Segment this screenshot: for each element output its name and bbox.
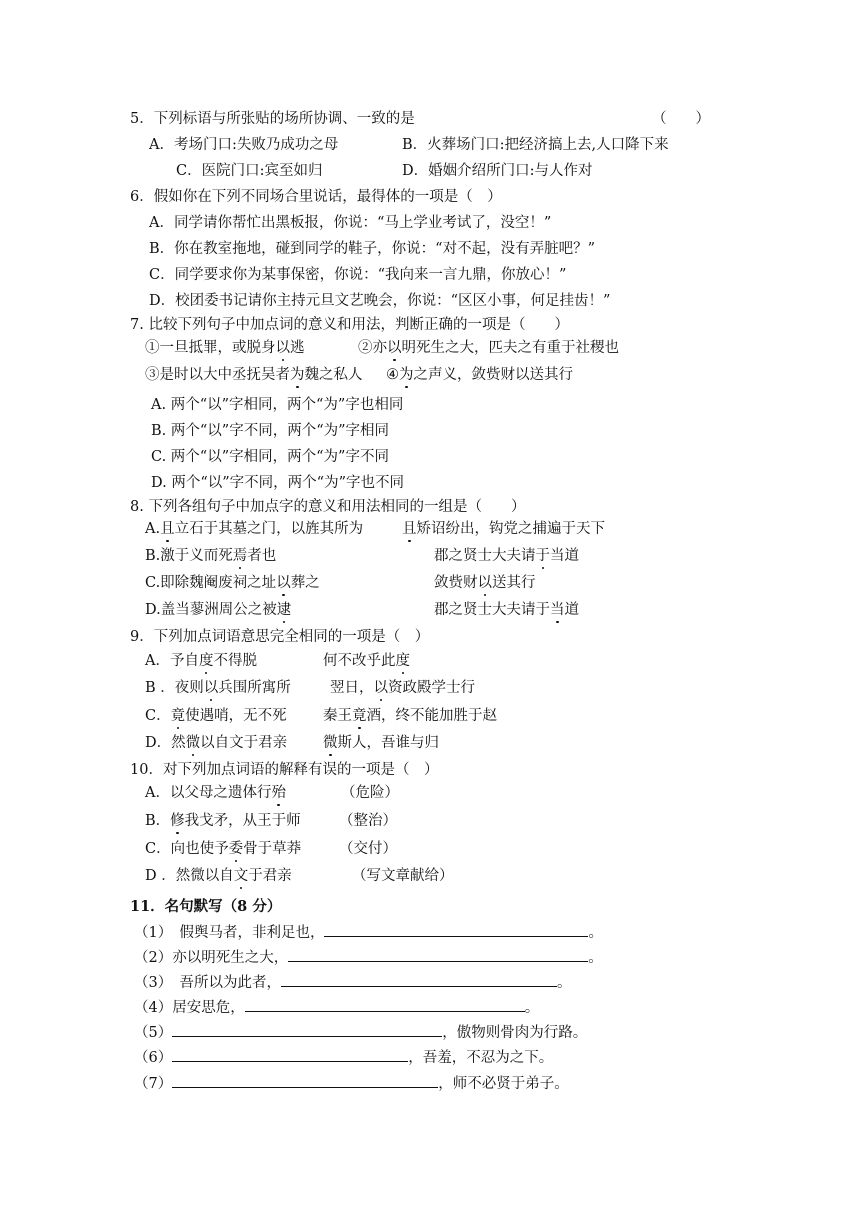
q11-line-6: （6） ，吾羞，不忍为之下。	[134, 1047, 553, 1068]
answer-blank[interactable]	[288, 947, 588, 962]
answer-blank[interactable]	[245, 997, 525, 1012]
q9-option-a-left: A．予自度不得脱	[145, 653, 257, 669]
q10-option-d-note: （写文章献给）	[352, 868, 454, 884]
q5-answer-paren: （ ）	[652, 111, 710, 127]
q10-option-b-note: （整治）	[339, 813, 397, 829]
q9-option-d-right: 微斯人，吾谁与归	[323, 735, 439, 751]
q5-stem: 5．下列标语与所张贴的场所协调、一致的是	[130, 111, 415, 127]
q6-option-a: A．同学请你帮忙出黑板报，你说：“马上学业考试了，没空！”	[149, 215, 552, 231]
q9-option-d-left: D．然微以自文于君亲	[145, 735, 288, 751]
q11-line-5: （5） ，傲物则骨肉为行路。	[134, 1022, 587, 1043]
q10-option-a: A．以父母之遗体行殆	[145, 785, 286, 801]
q8-option-d-right: 郡之贤士大夫请于当道	[434, 602, 579, 618]
q6-option-b: B．你在教室拖地，碰到同学的鞋子，你说：“对不起，没有弄脏吧？”	[149, 241, 595, 257]
q6-option-d: D．校团委书记请你主持元旦文艺晚会，你说：“区区小事，何足挂齿！”	[149, 293, 611, 309]
q5-option-a: A．考场门口:失败乃成功之母	[149, 137, 339, 153]
q9-option-b-left: B ．夜则以兵围所寓所	[145, 680, 291, 696]
q9-option-b-right: 翌日，以资政殿学士行	[330, 680, 475, 696]
q11-line-4: （4）居安思危， 。	[134, 997, 539, 1018]
q7-sentence-3: ③是时以大中丞抚吴者为魏之私人	[145, 367, 363, 383]
q9-option-c-right: 秦王竟酒，终不能加胜于赵	[323, 708, 497, 724]
answer-blank[interactable]	[172, 1073, 438, 1088]
q8-stem: 8. 下列各组句子中加点字的意义和用法相同的一组是（ ）	[130, 499, 526, 515]
q8-option-c-right: 敛赀财以送其行	[434, 575, 536, 591]
q6-stem: 6．假如你在下列不同场合里说话，最得体的一项是（ ）	[130, 189, 502, 205]
q5-option-b: B．火葬场门口:把经济搞上去,人口降下来	[402, 137, 669, 153]
q6-option-c: C．同学要求你为某事保密，你说：“我向来一言九鼎，你放心！”	[149, 267, 567, 283]
q8-option-c-left: C.即除魏阉废祠之址以葬之	[145, 575, 320, 591]
answer-blank[interactable]	[172, 1022, 442, 1037]
q11-stem: 11．名句默写（8 分）	[130, 898, 282, 915]
answer-blank[interactable]	[281, 972, 557, 987]
q9-option-a-right: 何不改乎此度	[323, 653, 410, 669]
q7-option-a: A. 两个“以”字相同，两个“为”字也相同	[151, 397, 404, 413]
q7-sentence-4: ④为之声义，敛赀财以送其行	[386, 367, 573, 383]
answer-blank[interactable]	[172, 1047, 408, 1062]
answer-blank[interactable]	[324, 922, 588, 937]
q11-line-3: （3） 吾所以为此者， 。	[134, 972, 571, 993]
q5-option-d: D．婚姻介绍所门口:与人作对	[402, 163, 593, 179]
q10-option-b: B．修我戈矛，从王于师	[145, 813, 301, 829]
q8-option-b-left: B.激于义而死焉者也	[145, 548, 277, 564]
q11-line-1: （1） 假舆马者，非利足也， 。	[134, 922, 603, 943]
q7-option-c: C. 两个“以”字相同，两个“为”字不同	[151, 449, 389, 465]
q10-option-d: D ．然微以自文于君亲	[145, 868, 292, 884]
q10-option-c: C．向也使予委骨于草莽	[145, 841, 302, 857]
q8-option-a-left: A.且立石于其墓之门，以旌其所为	[145, 521, 364, 537]
q5-option-c: C．医院门口:宾至如归	[176, 163, 323, 179]
q9-stem: 9．下列加点词语意思完全相同的一项是（ ）	[130, 629, 430, 645]
q8-option-a-right: 且矫诏纷出，钩党之捕遍于天下	[402, 521, 605, 537]
q7-sentence-1: ①一旦抵罪，或脱身以逃	[145, 340, 305, 356]
q11-line-2: （2）亦以明死生之大， 。	[134, 947, 603, 968]
q7-option-d: D. 两个“以”字不同，两个“为”字也不同	[151, 475, 404, 491]
q9-option-c-left: C．竟使遇哨，无不死	[145, 708, 287, 724]
q7-stem: 7. 比较下列句子中加点词的意义和用法，判断正确的一项是（ ）	[130, 317, 569, 333]
q11-line-7: （7） ，师不必贤于弟子。	[134, 1073, 569, 1094]
q7-sentence-2: ②亦以明死生之大，匹夫之有重于社稷也	[358, 340, 619, 356]
q10-option-c-note: （交付）	[339, 841, 397, 857]
q10-stem: 10．对下列加点词语的解释有误的一项是（ ）	[130, 762, 439, 778]
q8-option-d-left: D.盖当蓼洲周公之被逮	[145, 602, 292, 618]
q7-option-b: B. 两个“以”字不同，两个“为”字相同	[151, 423, 390, 439]
q10-option-a-note: （危险）	[341, 785, 399, 801]
q8-option-b-right: 郡之贤士大夫请于当道	[434, 548, 579, 564]
